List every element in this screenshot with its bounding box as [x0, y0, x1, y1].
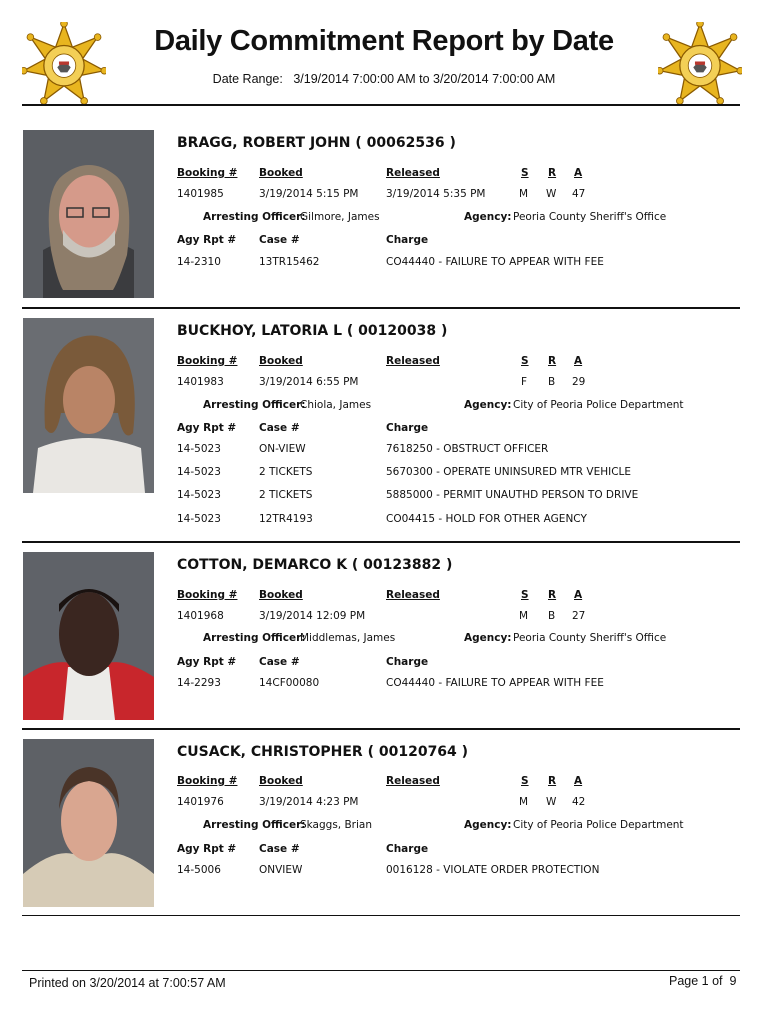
mugshot-photo: [23, 552, 154, 720]
released-header: Released: [386, 167, 440, 179]
age-value: 42: [572, 796, 586, 808]
charge-case: ONVIEW: [259, 864, 303, 876]
charge-agy-rpt: 14-5006: [177, 864, 221, 876]
date-range-label: Date Range:: [212, 72, 283, 86]
booking-number-header: Booking #: [177, 589, 238, 601]
age-value: 47: [572, 188, 586, 200]
charge-description: 7618250 - OBSTRUCT OFFICER: [386, 443, 549, 455]
sex-header: S: [521, 775, 529, 787]
charge-agy-rpt: 14-5023: [177, 443, 221, 455]
race-header: R: [548, 355, 557, 367]
date-range-value: 3/19/2014 7:00:00 AM to 3/20/2014 7:00:00 AM: [293, 72, 556, 86]
inmate-name: CUSACK, CHRISTOPHER ( 00120764 ): [177, 744, 469, 760]
agy-rpt-header: Agy Rpt #: [177, 656, 237, 668]
age-header: A: [574, 355, 583, 367]
arresting-officer-value: Skaggs, Brian: [300, 819, 372, 831]
charge-description: 5885000 - PERMIT UNAUTHD PERSON TO DRIVE: [386, 489, 639, 501]
booking-number: 1401968: [177, 610, 224, 622]
age-value: 27: [572, 610, 586, 622]
arresting-officer-value: Middlemas, James: [300, 632, 396, 644]
charge-description: CO44440 - FAILURE TO APPEAR WITH FEE: [386, 677, 604, 689]
race-header: R: [548, 589, 557, 601]
charge-case: 2 TICKETS: [259, 466, 313, 478]
record-divider: [22, 728, 740, 730]
race-header: R: [548, 167, 557, 179]
sex-header: S: [521, 355, 529, 367]
charge-case: 12TR4193: [259, 513, 313, 525]
charge-agy-rpt: 14-5023: [177, 466, 221, 478]
agency-label: Agency:: [464, 399, 512, 411]
charge-description: 5670300 - OPERATE UNINSURED MTR VEHICLE: [386, 466, 632, 478]
agency-label: Agency:: [464, 632, 512, 644]
inmate-name: BUCKHOY, LATORIA L ( 00120038 ): [177, 323, 448, 339]
arresting-officer-value: Chiola, James: [300, 399, 372, 411]
arresting-officer-value: Gilmore, James: [300, 211, 380, 223]
released-datetime: 3/19/2014 5:35 PM: [386, 188, 486, 200]
released-header: Released: [386, 775, 440, 787]
booked-datetime: 3/19/2014 6:55 PM: [259, 376, 359, 388]
booked-header: Booked: [259, 775, 303, 787]
charge-agy-rpt: 14-2310: [177, 256, 221, 268]
charge-header: Charge: [386, 234, 429, 246]
race-value: W: [546, 188, 557, 200]
sex-value: M: [519, 610, 529, 622]
case-header: Case #: [259, 422, 300, 434]
case-header: Case #: [259, 234, 300, 246]
booked-datetime: 3/19/2014 5:15 PM: [259, 188, 359, 200]
booking-number: 1401976: [177, 796, 224, 808]
charge-agy-rpt: 14-5023: [177, 513, 221, 525]
agency-label: Agency:: [464, 819, 512, 831]
booking-number-header: Booking #: [177, 355, 238, 367]
released-header: Released: [386, 589, 440, 601]
record-divider: [22, 541, 740, 543]
arresting-officer-label: Arresting Officer:: [203, 399, 306, 411]
agency-value: Peoria County Sheriff's Office: [513, 211, 667, 223]
charge-header: Charge: [386, 843, 429, 855]
mugshot-photo: [23, 130, 154, 298]
charge-header: Charge: [386, 422, 429, 434]
charge-agy-rpt: 14-2293: [177, 677, 221, 689]
mugshot-photo: [23, 739, 154, 907]
booked-datetime: 3/19/2014 4:23 PM: [259, 796, 359, 808]
printed-timestamp: Printed on 3/20/2014 at 7:00:57 AM: [29, 976, 226, 990]
age-header: A: [574, 589, 583, 601]
case-header: Case #: [259, 656, 300, 668]
age-header: A: [574, 167, 583, 179]
booking-number: 1401985: [177, 188, 224, 200]
inmate-name: BRAGG, ROBERT JOHN ( 00062536 ): [177, 135, 456, 151]
booking-number-header: Booking #: [177, 775, 238, 787]
date-range: [0, 72, 768, 86]
arresting-officer-label: Arresting Officer:: [203, 211, 306, 223]
race-header: R: [548, 775, 557, 787]
booking-number: 1401983: [177, 376, 224, 388]
age-header: A: [574, 775, 583, 787]
agency-label: Agency:: [464, 211, 512, 223]
footer-divider: [22, 970, 740, 971]
race-value: B: [548, 610, 556, 622]
charge-description: CO44440 - FAILURE TO APPEAR WITH FEE: [386, 256, 604, 268]
inmate-name: COTTON, DEMARCO K ( 00123882 ): [177, 557, 453, 573]
sex-header: S: [521, 589, 529, 601]
record-divider: [22, 915, 740, 916]
sex-header: S: [521, 167, 529, 179]
charge-case: 14CF00080: [259, 677, 320, 689]
case-header: Case #: [259, 843, 300, 855]
agy-rpt-header: Agy Rpt #: [177, 843, 237, 855]
booked-header: Booked: [259, 589, 303, 601]
charge-case: 2 TICKETS: [259, 489, 313, 501]
sex-value: F: [521, 376, 528, 388]
header-divider: [22, 104, 740, 106]
mugshot-photo: [23, 318, 154, 493]
released-header: Released: [386, 355, 440, 367]
charge-case: ON-VIEW: [259, 443, 306, 455]
page-indicator: Page 1 of 9: [669, 974, 737, 988]
agy-rpt-header: Agy Rpt #: [177, 422, 237, 434]
race-value: W: [546, 796, 557, 808]
arresting-officer-label: Arresting Officer:: [203, 632, 306, 644]
agy-rpt-header: Agy Rpt #: [177, 234, 237, 246]
agency-value: City of Peoria Police Department: [513, 399, 684, 411]
sex-value: M: [519, 188, 529, 200]
age-value: 29: [572, 376, 586, 388]
booked-header: Booked: [259, 355, 303, 367]
charge-description: 0016128 - VIOLATE ORDER PROTECTION: [386, 864, 600, 876]
agency-value: City of Peoria Police Department: [513, 819, 684, 831]
booking-number-header: Booking #: [177, 167, 238, 179]
report-title: Daily Commitment Report by Date: [154, 25, 614, 57]
report-header: [0, 0, 768, 108]
charge-header: Charge: [386, 656, 429, 668]
booked-datetime: 3/19/2014 12:09 PM: [259, 610, 366, 622]
charge-case: 13TR15462: [259, 256, 320, 268]
agency-value: Peoria County Sheriff's Office: [513, 632, 667, 644]
charge-description: CO04415 - HOLD FOR OTHER AGENCY: [386, 513, 587, 525]
record-divider: [22, 307, 740, 309]
arresting-officer-label: Arresting Officer:: [203, 819, 306, 831]
sex-value: M: [519, 796, 529, 808]
charge-agy-rpt: 14-5023: [177, 489, 221, 501]
booked-header: Booked: [259, 167, 303, 179]
race-value: B: [548, 376, 556, 388]
